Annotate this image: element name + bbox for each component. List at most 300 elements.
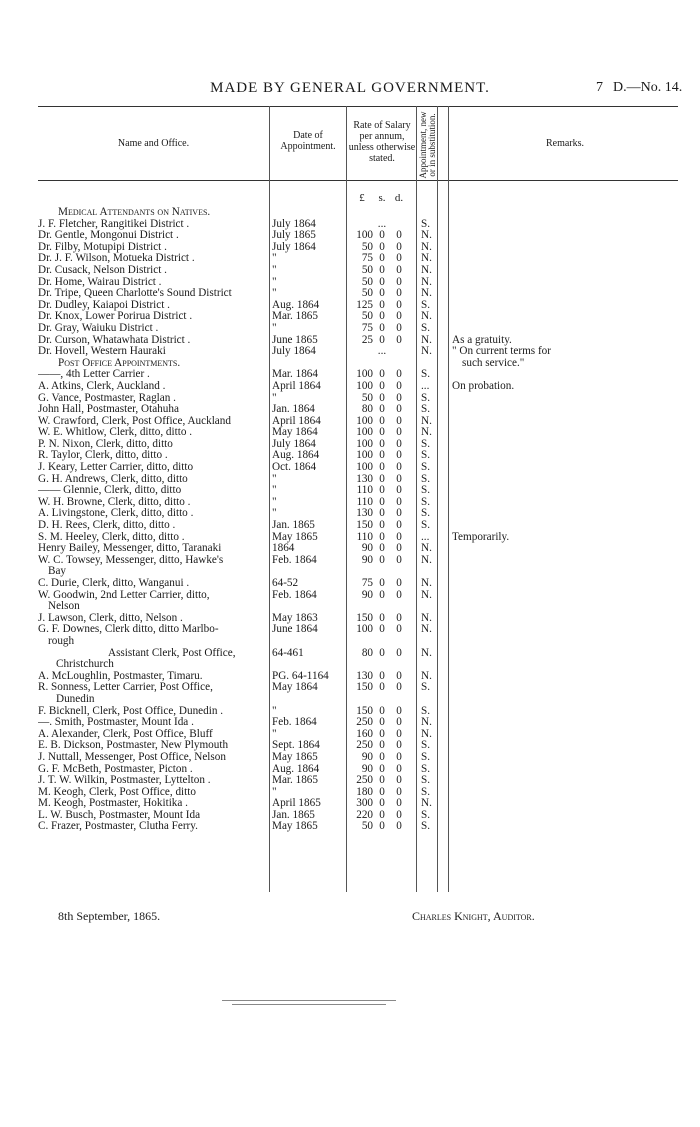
- section-heading: Post Office Appointments.: [58, 357, 181, 369]
- salary-shillings: 0: [379, 623, 385, 636]
- page-number: 7: [596, 80, 603, 95]
- appointment-date: Aug. 1864: [272, 449, 320, 462]
- appointment-type: N.: [421, 577, 432, 589]
- salary-pounds: 50: [361, 310, 373, 323]
- salary-pounds: 100: [356, 368, 373, 381]
- salary-pence: 0: [396, 252, 402, 265]
- appointment-type: S.: [421, 449, 431, 462]
- salary-shillings: 0: [379, 368, 385, 381]
- appointment-date: ": [272, 275, 277, 288]
- salary-shillings: 0: [379, 553, 385, 566]
- salary-shillings: 0: [379, 727, 385, 740]
- name-and-office: A. Alexander, Clerk, Post Office, Bluff: [38, 728, 213, 740]
- salary-pence: 0: [396, 820, 402, 833]
- appointment-type: N.: [421, 263, 432, 276]
- appointment-type: N.: [421, 333, 432, 346]
- salary-pence: 0: [396, 495, 402, 508]
- name-and-office: Dr. Knox, Lower Porirua District .: [38, 311, 193, 323]
- appointment-date: 1864: [272, 542, 295, 555]
- appointment-date: ": [272, 252, 277, 265]
- table-row: [0, 821, 700, 833]
- appointment-type: S.: [421, 437, 431, 450]
- name-and-office: G. F. McBeth, Postmaster, Picton .: [38, 763, 193, 775]
- salary-pounds: 75: [361, 321, 373, 334]
- appointment-date: July 1864: [272, 345, 316, 358]
- salary-pence: 0: [396, 449, 402, 462]
- salary-pounds: 130: [356, 669, 373, 682]
- table-row: [0, 810, 700, 822]
- salary-shillings: 0: [379, 611, 385, 624]
- salary-pounds: 50: [361, 275, 373, 288]
- salary-pence: 0: [396, 321, 402, 334]
- remarks-text: As a gratuity.: [452, 333, 512, 346]
- name-and-office: Nelson: [48, 601, 80, 613]
- table-row: [0, 427, 700, 439]
- salary-pounds: 90: [361, 762, 373, 775]
- salary-shillings: 0: [379, 739, 385, 752]
- salary-pounds: 100: [356, 426, 373, 439]
- salary-pounds: 125: [356, 298, 373, 311]
- appointment-type: S.: [421, 507, 431, 520]
- salary-pounds: 180: [356, 785, 373, 798]
- name-and-office: J. T. W. Wilkin, Postmaster, Lyttelton .: [38, 775, 211, 787]
- name-and-office: Assistant Clerk, Post Office,: [108, 647, 236, 659]
- salary-shillings: 0: [379, 321, 385, 334]
- appointment-date: Feb. 1864: [272, 716, 317, 729]
- salary-shillings: 0: [379, 588, 385, 601]
- salary-pounds: 110: [356, 495, 373, 508]
- appointment-type: S.: [421, 762, 431, 775]
- salary-shillings: 0: [379, 437, 385, 450]
- page-reference: [596, 80, 692, 96]
- salary-shillings: 0: [379, 669, 385, 682]
- section-heading-row: [0, 207, 700, 219]
- appointment-type: S.: [421, 403, 431, 416]
- table-row: [0, 288, 700, 300]
- section-heading-row: [0, 358, 700, 370]
- end-rule: [222, 1000, 396, 1001]
- name-and-office: A. McLoughlin, Postmaster, Timaru.: [38, 670, 203, 682]
- salary-shillings: ...: [377, 345, 387, 358]
- appointment-type: N.: [421, 646, 432, 659]
- table-row: [0, 740, 700, 752]
- name-and-office: Dr. Cusack, Nelson District .: [38, 264, 167, 276]
- appointment-date: May 1865: [272, 750, 318, 763]
- salary-pounds: 160: [356, 727, 373, 740]
- salary-pounds: 100: [356, 461, 373, 474]
- name-and-office: Christchurch: [56, 659, 114, 671]
- table-row: [0, 520, 700, 532]
- appointment-date: Feb. 1864: [272, 553, 317, 566]
- salary-shillings: 0: [379, 797, 385, 810]
- appointment-date: Mar. 1864: [272, 368, 318, 381]
- appointment-type: S.: [421, 808, 431, 821]
- salary-shillings: 0: [379, 403, 385, 416]
- appointment-date: April 1864: [272, 379, 321, 392]
- appointment-type: N.: [421, 716, 432, 729]
- end-rule: [232, 1004, 386, 1005]
- salary-pence: 0: [396, 484, 402, 497]
- name-and-office: G. Vance, Postmaster, Raglan .: [38, 392, 176, 404]
- salary-pounds: 250: [356, 774, 373, 787]
- appointment-date: Aug. 1864: [272, 762, 320, 775]
- salary-shillings: 0: [379, 530, 385, 543]
- name-and-office: R. Taylor, Clerk, ditto, ditto .: [38, 450, 168, 462]
- salary-shillings: 0: [379, 472, 385, 485]
- salary-pounds: 90: [361, 553, 373, 566]
- salary-pence: 0: [396, 704, 402, 717]
- appointment-type: N.: [421, 310, 432, 323]
- appointment-date: ": [272, 391, 277, 404]
- appointment-date: 64-52: [272, 577, 299, 589]
- salary-shillings: 0: [379, 263, 385, 276]
- table-row: [0, 648, 700, 660]
- salary-shillings: 0: [379, 762, 385, 775]
- salary-shillings: 0: [379, 449, 385, 462]
- appointment-type: N.: [421, 542, 432, 555]
- appointment-type: N.: [421, 727, 432, 740]
- table-row: [0, 230, 700, 242]
- appointment-date: Mar. 1865: [272, 310, 318, 323]
- appointment-type: N.: [421, 240, 432, 253]
- name-and-office: Dr. Gray, Waiuku District .: [38, 322, 159, 334]
- appointment-date: June 1864: [272, 623, 318, 636]
- salary-shillings: 0: [379, 542, 385, 555]
- table-row: [0, 752, 700, 764]
- table-row: [0, 300, 700, 312]
- salary-pence: 0: [396, 333, 402, 346]
- appointment-type: N.: [421, 611, 432, 624]
- appointment-date: ": [272, 704, 277, 717]
- appointment-type: ...: [421, 530, 430, 543]
- appointment-date: May 1864: [272, 681, 318, 694]
- name-and-office: D. H. Rees, Clerk, ditto, ditto .: [38, 520, 176, 532]
- appointment-type: ...: [421, 379, 430, 392]
- salary-pounds: 150: [356, 704, 373, 717]
- salary-pounds: 50: [361, 263, 373, 276]
- salary-pounds: 150: [356, 681, 373, 694]
- column-header-appointment: [418, 104, 437, 180]
- appointment-date: Jan. 1864: [272, 403, 315, 416]
- salary-shillings: 0: [379, 310, 385, 323]
- name-and-office: Dr. Home, Wairau District .: [38, 276, 162, 288]
- name-and-office: Bay: [48, 566, 67, 578]
- salary-shillings: 0: [379, 391, 385, 404]
- name-and-office: Dr. Filby, Motupipi District .: [38, 241, 167, 253]
- table-row: [0, 566, 700, 578]
- salary-pounds: 300: [356, 797, 373, 810]
- name-and-office: M. Keogh, Postmaster, Hokitika .: [38, 798, 188, 810]
- document-code: D.—No. 14.: [613, 80, 683, 95]
- appointment-date: ": [272, 484, 277, 497]
- name-and-office: ——, 4th Letter Carrier .: [38, 369, 150, 381]
- salary-pounds: 75: [361, 577, 373, 589]
- appointment-date: July 1864: [272, 240, 316, 253]
- table-row: [0, 590, 700, 602]
- table-row: [0, 613, 700, 625]
- name-and-office: Dr. J. F. Wilson, Motueka District .: [38, 253, 195, 265]
- salary-shillings: 0: [379, 646, 385, 659]
- table-row: [0, 694, 700, 706]
- appointment-date: Jan. 1865: [272, 519, 315, 532]
- appointment-type: S.: [421, 391, 431, 404]
- appointment-date: May 1863: [272, 611, 318, 624]
- salary-pence: 0: [396, 727, 402, 740]
- column-header-name: Name and Office.: [117, 138, 190, 149]
- salary-pence: 0: [396, 310, 402, 323]
- name-and-office: A. Livingstone, Clerk, ditto, ditto .: [38, 508, 194, 520]
- salary-pounds: 250: [356, 716, 373, 729]
- name-and-office: W. Goodwin, 2nd Letter Carrier, ditto,: [38, 589, 210, 601]
- appointment-date: June 1865: [272, 333, 318, 346]
- appointment-type: S.: [421, 368, 431, 381]
- table-row: [0, 265, 700, 277]
- appointment-type: S.: [421, 484, 431, 497]
- name-and-office: W. Crawford, Clerk, Post Office, Auckland: [38, 415, 231, 427]
- appointment-type: N.: [421, 287, 432, 300]
- appointment-date: ": [272, 472, 277, 485]
- salary-shillings: 0: [379, 808, 385, 821]
- appointment-type: S.: [421, 820, 431, 833]
- salary-pence: 0: [396, 472, 402, 485]
- name-and-office: —. Smith, Postmaster, Mount Ida .: [38, 717, 194, 729]
- salary-pence: 0: [396, 785, 402, 798]
- section-heading: Medical Attendants on Natives.: [58, 207, 211, 218]
- salary-shillings: 0: [379, 577, 385, 589]
- salary-pence: 0: [396, 646, 402, 659]
- table-row: [0, 706, 700, 718]
- appointment-date: Jan. 1865: [272, 808, 315, 821]
- name-and-office: W. E. Whitlow, Clerk, ditto, ditto .: [38, 427, 193, 439]
- table-row: [0, 462, 700, 474]
- name-and-office: Dr. Curson, Whatawhata District .: [38, 334, 191, 346]
- table-row: [0, 393, 700, 405]
- salary-pence: 0: [396, 391, 402, 404]
- salary-pence: 0: [396, 623, 402, 636]
- salary-pounds: 150: [356, 611, 373, 624]
- table-row: [0, 532, 700, 544]
- salary-pounds: 100: [356, 437, 373, 450]
- salary-pounds: 50: [361, 287, 373, 300]
- salary-pence: 0: [396, 437, 402, 450]
- name-and-office: Henry Bailey, Messenger, ditto, Taranaki: [38, 543, 222, 555]
- appointment-type: S.: [421, 704, 431, 717]
- name-and-office: rough: [48, 635, 75, 647]
- salary-pence: 0: [396, 426, 402, 439]
- appointment-date: May 1865: [272, 530, 318, 543]
- appointment-date: May 1865: [272, 820, 318, 833]
- salary-pounds: 150: [356, 519, 373, 532]
- salary-pounds: 100: [356, 229, 373, 242]
- name-and-office: L. W. Busch, Postmaster, Mount Ida: [38, 809, 201, 821]
- salary-pounds: 25: [361, 333, 373, 346]
- table-row: [0, 219, 700, 231]
- salary-pounds: 50: [361, 391, 373, 404]
- table-row: [0, 659, 700, 671]
- salary-pence: 0: [396, 368, 402, 381]
- name-and-office: J. F. Fletcher, Rangitikei District .: [38, 218, 190, 230]
- salary-pence: 0: [396, 414, 402, 427]
- table-row: [0, 369, 700, 381]
- salary-shillings: 0: [379, 716, 385, 729]
- appointment-type: N.: [421, 623, 432, 636]
- salary-pence: 0: [396, 774, 402, 787]
- salary-pence: 0: [396, 716, 402, 729]
- salary-shillings: 0: [379, 298, 385, 311]
- salary-pounds: 130: [356, 507, 373, 520]
- salary-shillings: 0: [379, 426, 385, 439]
- salary-pence: 0: [396, 287, 402, 300]
- salary-pounds: 100: [356, 623, 373, 636]
- name-and-office: Dr. Tripe, Queen Charlotte's Sound District: [38, 288, 232, 300]
- table-row: [0, 775, 700, 787]
- salary-pounds: 80: [361, 403, 373, 416]
- auditor-signature: Charles Knight, Auditor.: [412, 909, 535, 923]
- salary-pence: 0: [396, 507, 402, 520]
- salary-pence: 0: [396, 611, 402, 624]
- appointment-date: Feb. 1864: [272, 588, 317, 601]
- appointment-date: ": [272, 785, 277, 798]
- name-and-office: C. Durie, Clerk, ditto, Wanganui .: [38, 578, 190, 589]
- salary-pounds: 50: [361, 240, 373, 253]
- column-header-remarks: Remarks.: [545, 138, 585, 149]
- table-row: [0, 253, 700, 265]
- appointment-date: Mar. 1865: [272, 774, 318, 787]
- salary-pounds: 50: [361, 820, 373, 833]
- table-row: [0, 404, 700, 416]
- shillings-symbol: s.: [378, 192, 386, 204]
- salary-pence: 0: [396, 298, 402, 311]
- salary-shillings: 0: [379, 379, 385, 392]
- table-top-rule: [38, 106, 678, 107]
- pence-symbol: d.: [394, 192, 404, 204]
- salary-shillings: 0: [379, 287, 385, 300]
- name-and-office: M. Keogh, Clerk, Post Office, ditto: [38, 786, 196, 798]
- salary-pounds: 80: [361, 646, 373, 659]
- table-row: [0, 543, 700, 555]
- appointment-type: N.: [421, 553, 432, 566]
- salary-pence: 0: [396, 577, 402, 589]
- name-and-office: Dr. Hovell, Western Hauraki: [38, 346, 166, 358]
- name-and-office: E. B. Dickson, Postmaster, New Plymouth: [38, 740, 229, 752]
- table-row: [0, 381, 700, 393]
- appointment-date: July 1864: [272, 217, 316, 230]
- salary-shillings: 0: [379, 681, 385, 694]
- table-row: [0, 671, 700, 683]
- table-header-rule: [38, 180, 678, 181]
- table-row: [0, 764, 700, 776]
- salary-pence: 0: [396, 762, 402, 775]
- remarks-text: Temporarily.: [452, 530, 510, 543]
- appointment-type: S.: [421, 750, 431, 763]
- salary-pounds: 130: [356, 472, 373, 485]
- table-row: [0, 798, 700, 810]
- table-row: [0, 335, 700, 347]
- salary-shillings: 0: [379, 774, 385, 787]
- appointment-type: N.: [421, 275, 432, 288]
- salary-shillings: 0: [379, 750, 385, 763]
- table-row: [0, 624, 700, 636]
- table-row: [0, 636, 700, 648]
- name-and-office: S. M. Heeley, Clerk, ditto, ditto .: [38, 531, 185, 543]
- name-and-office: C. Frazer, Postmaster, Clutha Ferry.: [38, 821, 198, 833]
- appointment-type: S.: [421, 519, 431, 532]
- salary-shillings: 0: [379, 333, 385, 346]
- appointment-date: 64-461: [272, 646, 304, 659]
- name-and-office: —— Glennie, Clerk, ditto, ditto: [38, 485, 182, 497]
- appointment-type: S.: [421, 495, 431, 508]
- salary-shillings: 0: [379, 275, 385, 288]
- salary-pounds: 110: [356, 530, 373, 543]
- salary-shillings: 0: [379, 519, 385, 532]
- appointment-date: May 1864: [272, 426, 318, 439]
- salary-shillings: 0: [379, 495, 385, 508]
- name-and-office: G. H. Andrews, Clerk, ditto, ditto: [38, 473, 188, 485]
- table-row: [0, 311, 700, 323]
- appointment-date: Aug. 1864: [272, 298, 320, 311]
- appointment-type: N.: [421, 345, 432, 358]
- salary-pounds: 100: [356, 414, 373, 427]
- appointment-date: April 1865: [272, 797, 321, 810]
- salary-pounds: 90: [361, 588, 373, 601]
- appointment-type: N.: [421, 669, 432, 682]
- appointment-date: Sept. 1864: [272, 739, 320, 752]
- pounds-symbol: £: [359, 192, 365, 204]
- table-row: [0, 439, 700, 451]
- name-and-office: J. Lawson, Clerk, ditto, Nelson .: [38, 612, 183, 624]
- name-and-office: Dr. Gentle, Mongonui District .: [38, 230, 179, 242]
- appointment-date: July 1865: [272, 229, 316, 242]
- appointment-date: Oct. 1864: [272, 461, 317, 474]
- salary-pence: 0: [396, 739, 402, 752]
- table-row: [0, 729, 700, 741]
- salary-shillings: 0: [379, 507, 385, 520]
- salary-pence: 0: [396, 403, 402, 416]
- salary-pence: 0: [396, 263, 402, 276]
- name-and-office: G. F. Downes, Clerk ditto, ditto Marlbo-: [38, 624, 219, 636]
- name-and-office: J. Keary, Letter Carrier, ditto, ditto: [38, 462, 194, 474]
- salary-pence: 0: [396, 519, 402, 532]
- salary-pence: 0: [396, 588, 402, 601]
- salary-pence: 0: [396, 240, 402, 253]
- salary-pence: 0: [396, 379, 402, 392]
- name-and-office: W. C. Towsey, Messenger, ditto, Hawke's: [38, 554, 224, 566]
- name-and-office: W. H. Browne, Clerk, ditto, ditto .: [38, 496, 191, 508]
- salary-pounds: 100: [356, 379, 373, 392]
- table-row: [0, 346, 700, 358]
- appointment-type: N.: [421, 588, 432, 601]
- name-and-office: F. Bicknell, Clerk, Post Office, Dunedin .: [38, 705, 224, 717]
- name-and-office: R. Sonness, Letter Carrier, Post Office,: [38, 682, 213, 694]
- salary-pence: 0: [396, 669, 402, 682]
- report-date: 8th September, 1865.: [58, 909, 161, 923]
- appointment-date: April 1864: [272, 414, 321, 427]
- salary-pence: 0: [396, 750, 402, 763]
- table-row: [0, 601, 700, 613]
- salary-shillings: 0: [379, 820, 385, 833]
- appointment-type: S.: [421, 298, 431, 311]
- column-header-date: Date of Appointment.: [280, 130, 336, 152]
- table-row: [0, 323, 700, 335]
- appointment-type: S.: [421, 774, 431, 787]
- table-row: [0, 508, 700, 520]
- page-title: MADE BY GENERAL GOVERNMENT.: [210, 80, 490, 96]
- appointment-type: N.: [421, 414, 432, 427]
- table-row: [0, 450, 700, 462]
- table-row: [0, 474, 700, 486]
- appointment-date: ": [272, 263, 277, 276]
- appointment-date: ": [272, 727, 277, 740]
